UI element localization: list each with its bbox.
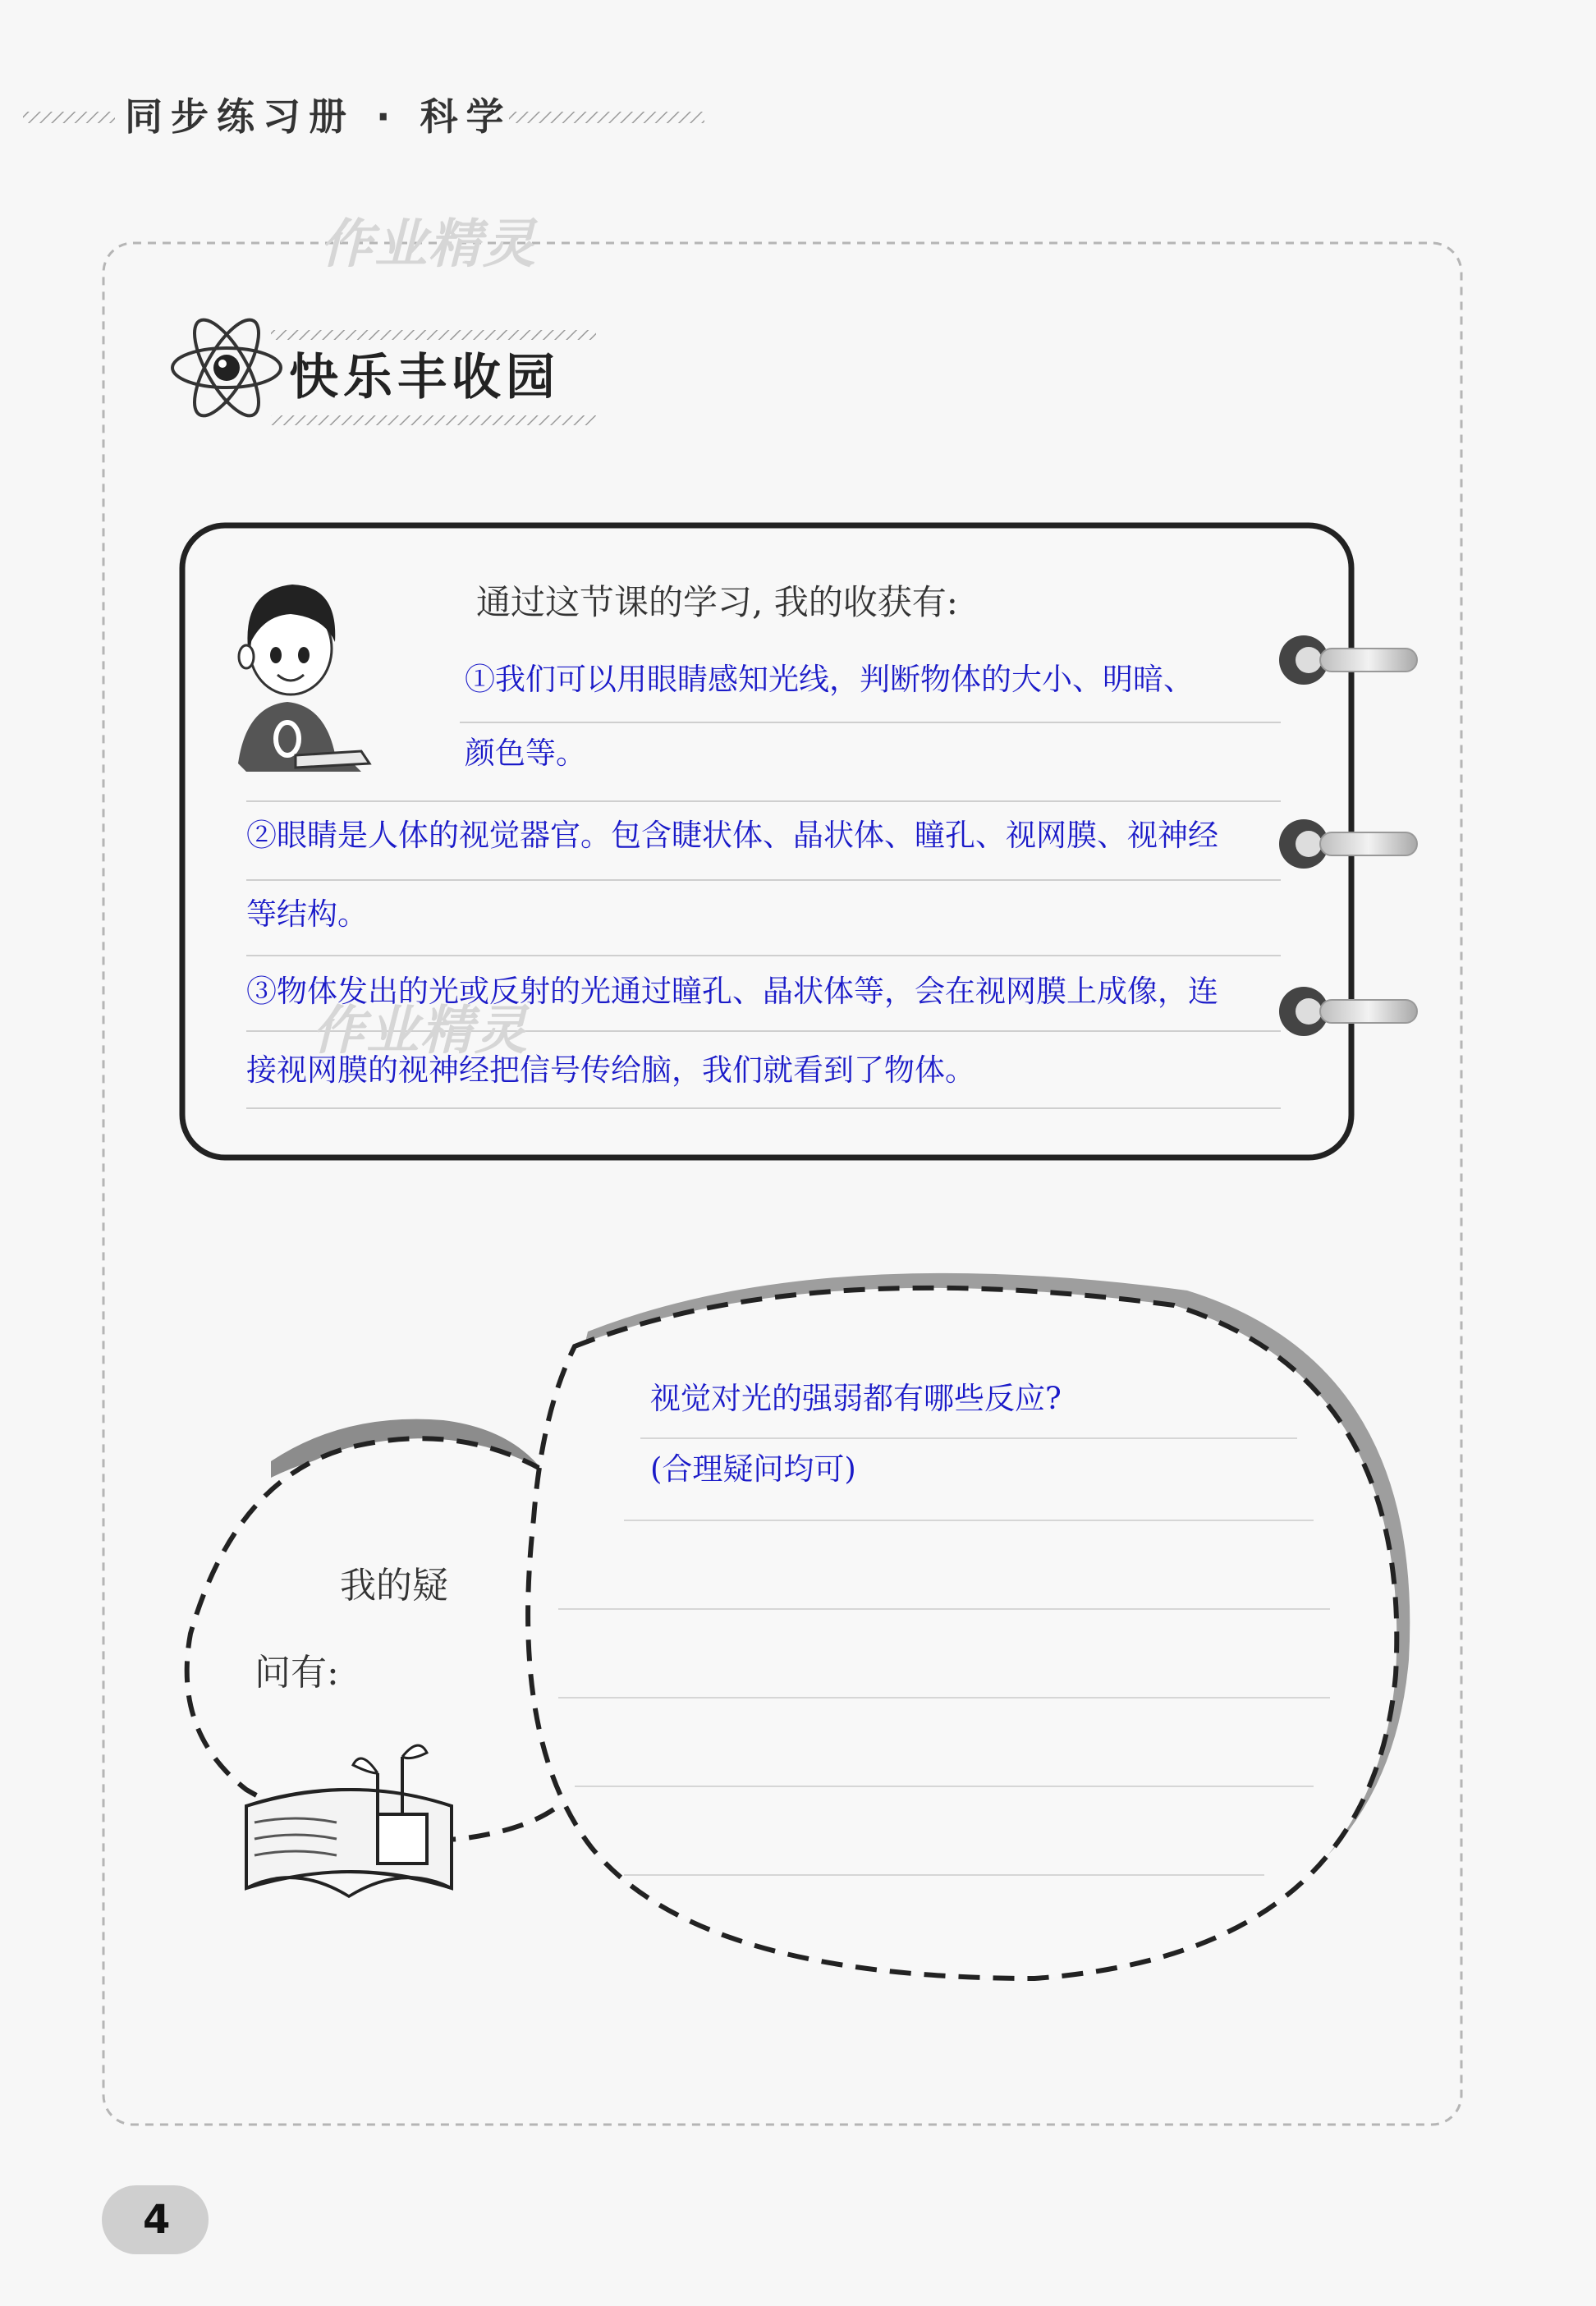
questions-label-line-1: 我的疑	[340, 1565, 448, 1607]
section-hatch-top	[271, 330, 596, 340]
watermark-middle: 作业精灵	[312, 1001, 529, 1061]
gains-intro: 通过这节课的学习, 我的收获有:	[476, 582, 958, 622]
workbook-title: 同步练习册 · 科学	[125, 94, 512, 139]
atom-icon	[172, 311, 281, 424]
header-hatch-left	[23, 112, 115, 123]
question-answer-1: 视觉对光的强弱都有哪些反应?	[650, 1381, 1062, 1416]
question-answer-2: (合理疑问均可)	[650, 1451, 856, 1487]
gain-line-1: ①我们可以用眼睛感知光线，判断物体的大小、明暗、	[465, 662, 1194, 697]
gain-line-6: 接视网膜的视神经把信号传给脑，我们就看到了物体。	[246, 1052, 975, 1088]
questions-label-line-2: 问有:	[255, 1652, 339, 1694]
gain-line-4: 等结构。	[246, 896, 368, 932]
page-number: 4	[102, 2185, 209, 2254]
gain-line-3: ②眼睛是人体的视觉器官。包含睫状体、晶状体、瞳孔、视网膜、视神经	[246, 818, 1218, 853]
watermark-top: 作业精灵	[320, 214, 537, 275]
section-title: 快乐丰收园	[289, 349, 560, 406]
section-hatch-bottom	[271, 415, 596, 425]
gain-line-5: ③物体发出的光或反射的光通过瞳孔、晶状体等，会在视网膜上成像，连	[246, 974, 1218, 1009]
header-hatch-right	[509, 112, 704, 123]
gain-line-2: 颜色等。	[465, 736, 586, 771]
